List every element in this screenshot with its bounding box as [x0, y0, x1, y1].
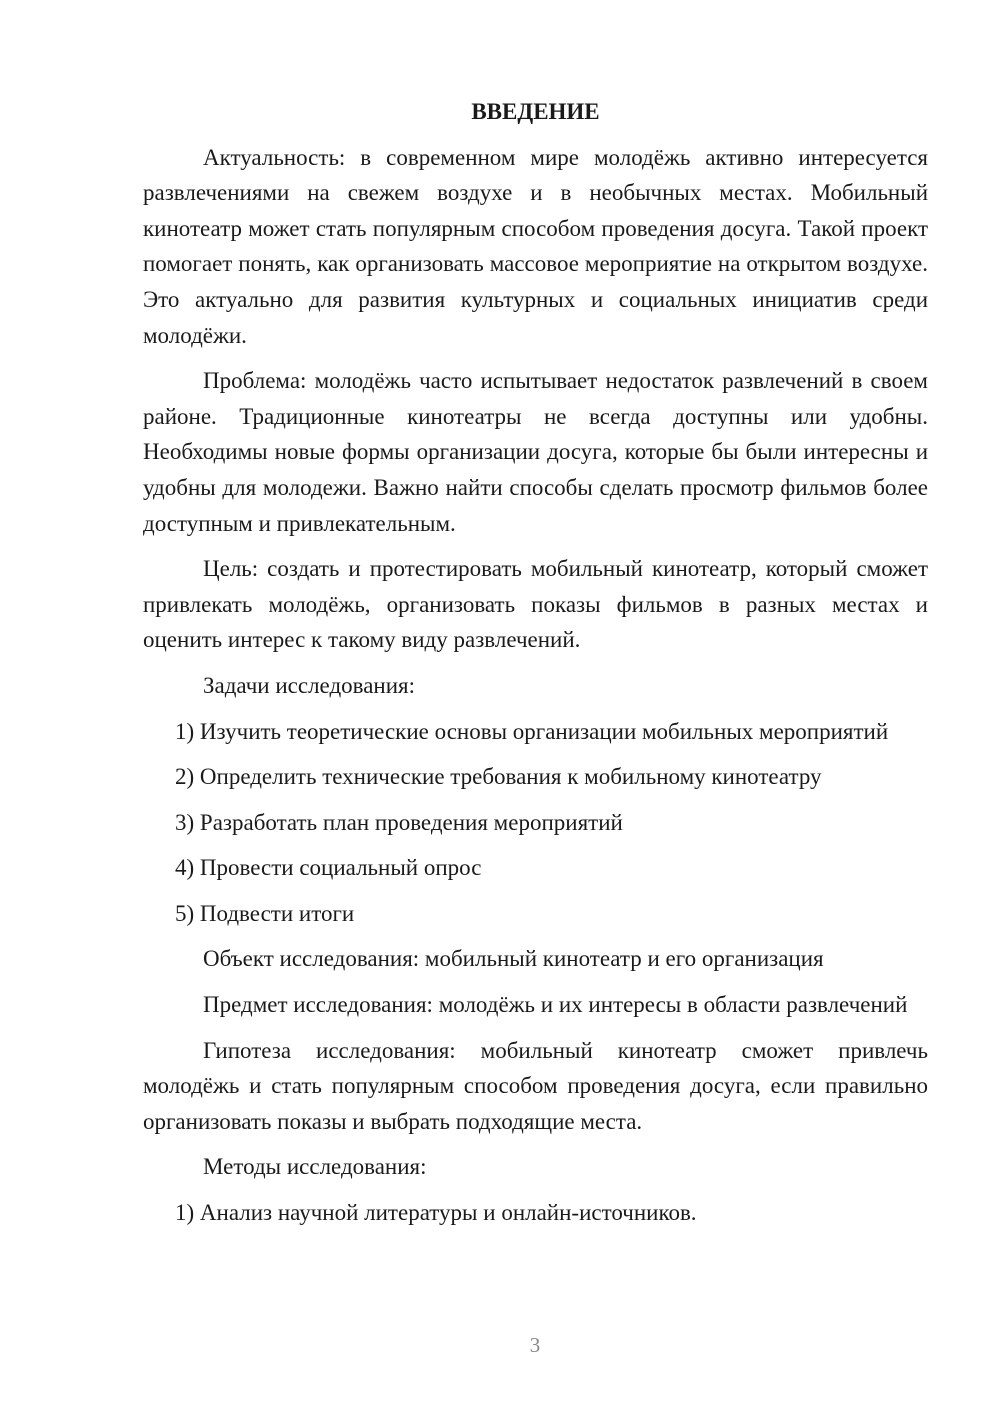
methods-heading: Методы исследования: [203, 1154, 427, 1180]
method-item: 1) Анализ научной литературы и онлайн-источников. [175, 1200, 697, 1226]
tasks-heading: Задачи исследования: [203, 672, 416, 698]
subject-paragraph: Предмет исследования: молодёжь и их интересы в области развлечений [203, 992, 908, 1018]
page-number: 3 [529, 1333, 541, 1357]
hypothesis-paragraph: Гипотеза исследования: мобильный кинотеатр сможет привлечь молодёжь и стать популярным способом проведения досуга, если правильно организовать показы и выбрать подходящие места. [143, 1037, 928, 1134]
task-item: 5) Подвести итоги [175, 900, 355, 926]
task-item: 3) Разработать план проведения мероприятий [175, 809, 623, 835]
task-item: 4) Провести социальный опрос [175, 855, 482, 881]
problem-paragraph: Проблема: молодёжь часто испытывает недостаток развлечений в своем районе. Традиционные кинотеатры не всегда доступны или удобны. Необходимы новые формы организации досуга, которые бы были интересны и удобны для молодежи. Важно найти способы сделать просмотр фильмов более доступным и привлекательным. [143, 368, 928, 536]
object-paragraph: Объект исследования: мобильный кинотеатр и его организация [203, 946, 824, 972]
document-body [143, 94, 928, 1241]
task-item: 2) Определить технические требования к мобильному кинотеатру [175, 764, 822, 790]
goal-paragraph: Цель: создать и протестировать мобильный кинотеатр, который сможет привлекать молодёжь, организовать показы фильмов в разных местах и оценить интерес к такому виду развлечений. [143, 556, 928, 653]
task-item: 1) Изучить теоретические основы организации мобильных мероприятий [175, 718, 889, 744]
relevance-paragraph: Актуальность: в современном мире молодёжь активно интересуется развлечениями на свежем воздухе и в необычных местах. Мобильный кинотеатр может стать популярным способом проведения досуга. Такой проект помогает понять, как организовать массовое мероприятие на открытом воздухе. Это актуально для развития культурных и социальных инициатив среди молодёжи. [143, 144, 928, 348]
section-title: ВВЕДЕНИЕ [471, 99, 600, 124]
